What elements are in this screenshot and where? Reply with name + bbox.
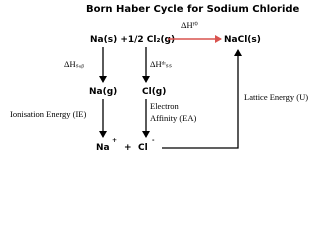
cl-gas-label: Cl(g) <box>142 87 167 97</box>
electron-affinity-label-line2: Affinity (EA) <box>150 113 197 123</box>
na-ion-label: Na <box>96 143 110 153</box>
lattice-energy-label: Lattice Energy (U) <box>244 92 309 102</box>
plus-sign: + <box>124 143 132 153</box>
ionisation-energy-label: Ionisation Energy (IE) <box>10 109 87 119</box>
cl-ion-charge: - <box>152 137 155 144</box>
electron-affinity-label-line1: Electron <box>150 101 179 111</box>
sublimation-enthalpy-label: ΔHₛᵤᵦ <box>64 59 84 69</box>
cl-ion-label: Cl <box>138 143 148 153</box>
product-label: NaCl(s) <box>224 35 261 45</box>
diagram-title: Born Haber Cycle for Sodium Chloride <box>86 4 300 15</box>
na-ion-charge: + <box>112 137 118 144</box>
na-gas-label: Na(g) <box>89 87 118 97</box>
dissociation-enthalpy-label: ΔHᵈᶦₛₛ <box>150 59 172 69</box>
reactants-label: Na(s) +1/2 Cl₂(g) <box>90 35 176 45</box>
lattice-energy-arrow <box>162 50 238 148</box>
formation-enthalpy-label: ΔHᶠ⁰ <box>181 20 198 30</box>
